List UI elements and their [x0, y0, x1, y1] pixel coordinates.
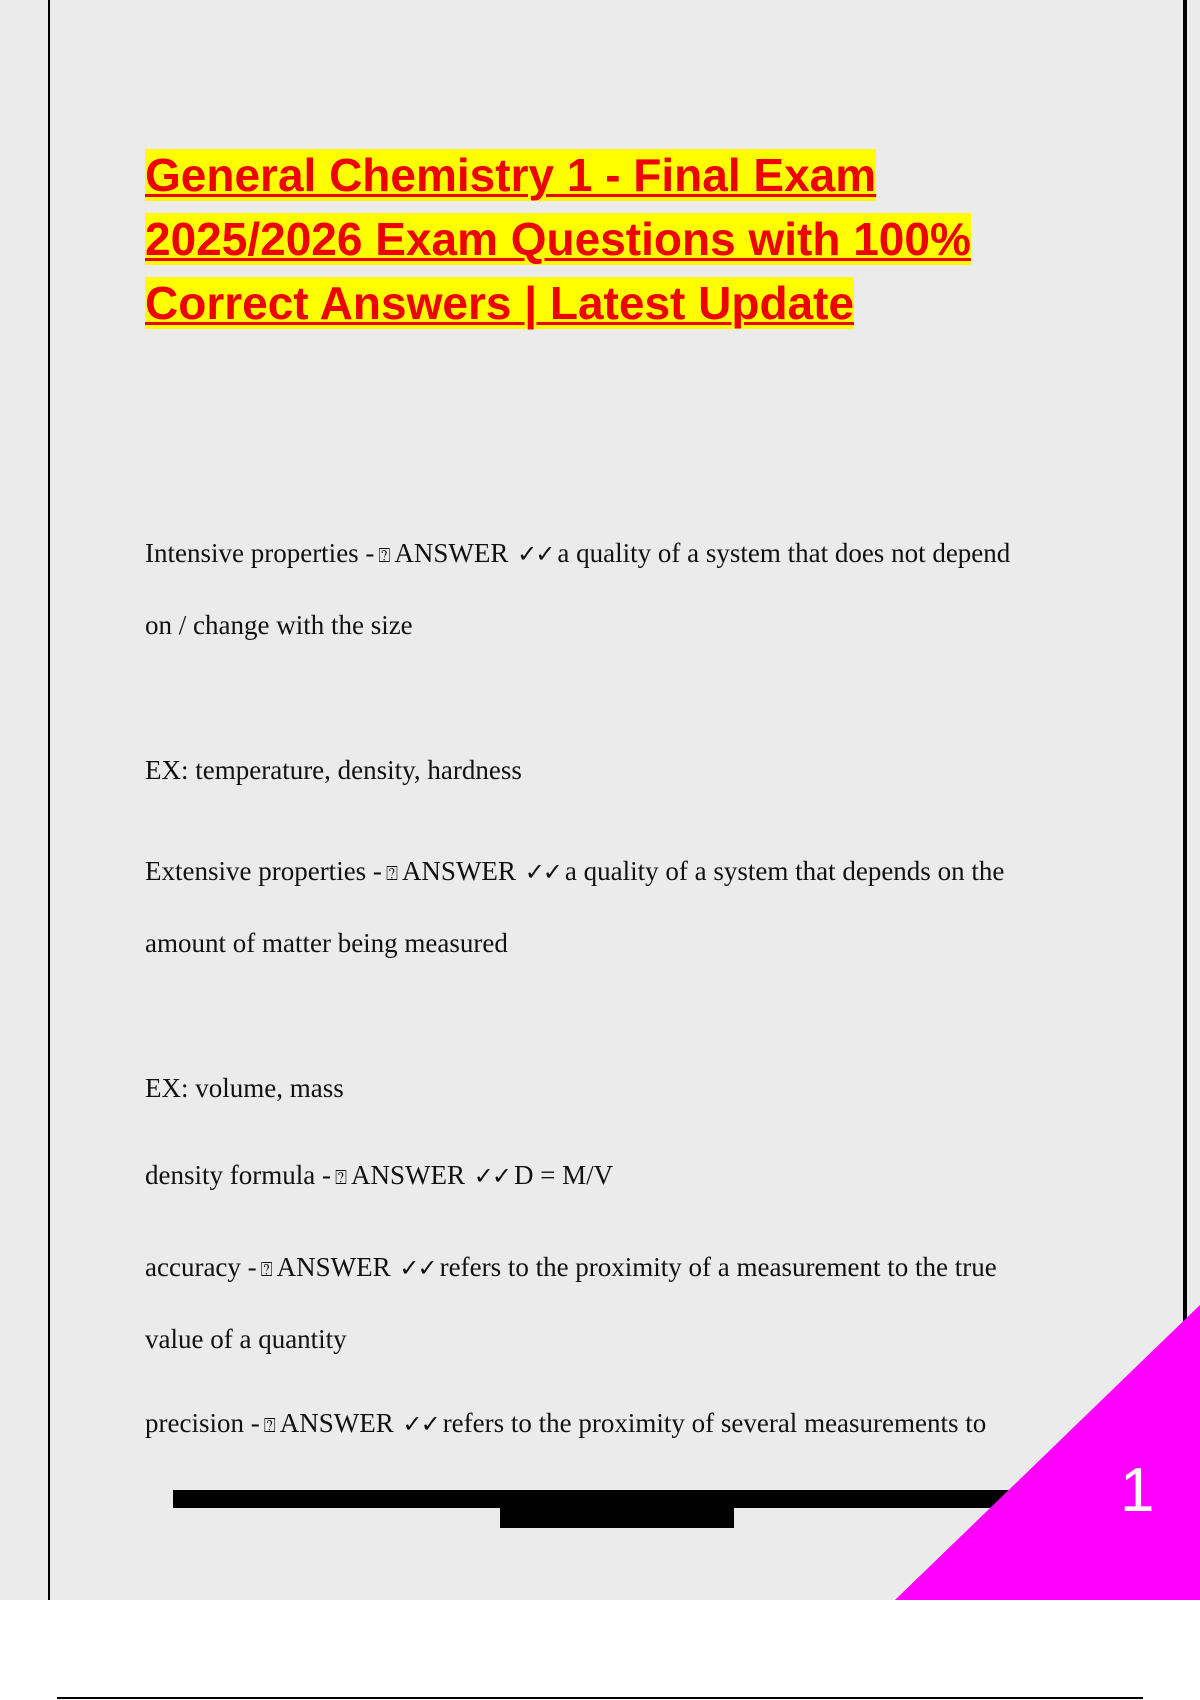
title-line: Correct Answers | Latest Update: [145, 277, 855, 329]
qa-answer-continuation: value of a quantity: [145, 1324, 347, 1354]
qa-entry-accuracy: [145, 1232, 1075, 1374]
qa-entry-density-formula: [145, 1155, 1075, 1197]
answer-marker: ANSWER: [276, 1252, 391, 1282]
left-border-rule: [48, 0, 50, 1600]
qa-question-line: [145, 1232, 1075, 1304]
qa-answer: D = M/V: [513, 1160, 614, 1190]
unknown-glyph-icon: ⍰: [260, 1257, 273, 1281]
double-check-icon: ✓✓: [402, 1410, 439, 1438]
qa-entry-extensive-properties: [145, 836, 1075, 978]
qa-answer-continuation: on / change with the size: [145, 610, 413, 640]
qa-answer-continuation: amount of matter being measured: [145, 928, 508, 958]
double-check-icon: ✓✓: [473, 1162, 510, 1190]
qa-example-line: EX: temperature, density, hardness: [145, 755, 522, 785]
qa-term: Intensive properties -: [145, 538, 375, 568]
title-line: 2025/2026 Exam Questions with 100%: [145, 213, 971, 265]
qa-term: density formula -: [145, 1160, 331, 1190]
unknown-glyph-icon: ⍰: [378, 543, 391, 567]
qa-term: Extensive properties -: [145, 856, 382, 886]
answer-marker: ANSWER: [350, 1160, 465, 1190]
qa-question-line: [145, 836, 1075, 908]
answer-marker: ANSWER: [394, 538, 509, 568]
qa-answer: a quality of a system that does not depend: [557, 538, 1011, 568]
qa-question-line: [145, 518, 1075, 590]
qa-question-line: [145, 1403, 1075, 1445]
qa-answer: a quality of a system that depends on the: [564, 856, 1005, 886]
double-check-icon: ✓✓: [524, 858, 561, 886]
double-check-icon: ✓✓: [517, 540, 554, 568]
page-number: 1: [1120, 1456, 1155, 1525]
footer-bar-tab: [500, 1506, 734, 1528]
qa-answer: refers to the proximity of a measurement to the true: [439, 1252, 997, 1282]
unknown-glyph-icon: ⍰: [334, 1165, 347, 1189]
qa-term: precision -: [145, 1408, 260, 1438]
qa-question-line: [145, 1155, 1075, 1197]
answer-marker: ANSWER: [279, 1408, 394, 1438]
title-line: General Chemistry 1 - Final Exam: [145, 149, 877, 201]
qa-entry-precision: [145, 1403, 1075, 1445]
qa-entry-intensive-properties: [145, 518, 1075, 660]
qa-answer: refers to the proximity of several measurements to: [442, 1408, 987, 1438]
page-separator-line: [57, 1697, 1143, 1699]
unknown-glyph-icon: ⍰: [385, 861, 398, 885]
qa-term: accuracy -: [145, 1252, 257, 1282]
double-check-icon: ✓✓: [399, 1254, 436, 1282]
answer-marker: ANSWER: [401, 856, 516, 886]
qa-example-line: EX: volume, mass: [145, 1073, 344, 1103]
document-title: [145, 143, 1065, 335]
unknown-glyph-icon: ⍰: [263, 1413, 276, 1437]
